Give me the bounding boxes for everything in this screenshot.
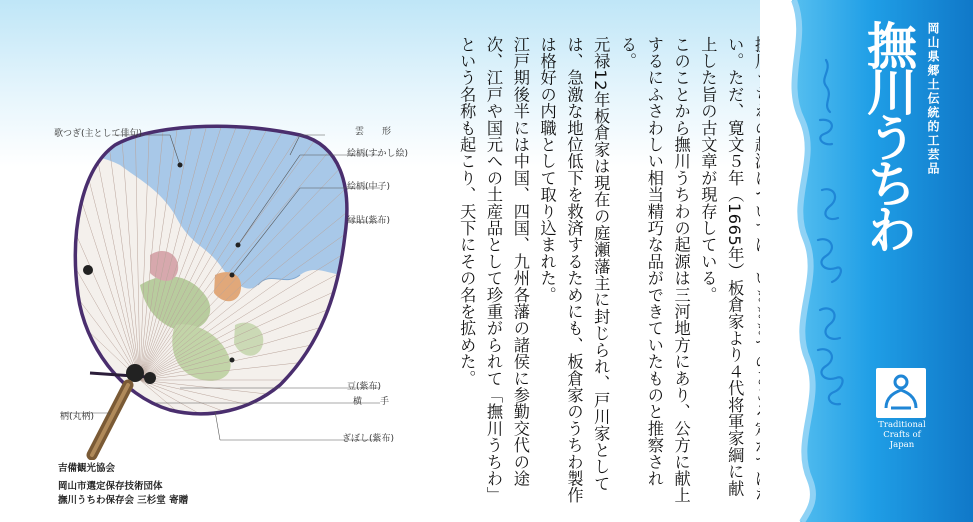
paragraph-edo: 江戸期後半には中国、四国、九州各藩の諸侯に参勤交代の途次、江戸や国元への土産品として珍重がられて「撫川うちわ」という名称も起こり、天下にその名を拡めた。 xyxy=(457,36,530,504)
credits xyxy=(58,462,188,508)
fan-label-yokote: 横 手 xyxy=(353,397,390,407)
fan-label-mame: 豆(紫布) xyxy=(347,382,382,392)
fan-label-egara-nakago: 絵柄(中子) xyxy=(347,182,391,192)
fan-label-fuchibari: 縁貼(紫布) xyxy=(347,216,391,226)
credit-group: 岡山市選定保存技術団体 xyxy=(58,481,163,492)
fan-label-kumo: 雲 形 xyxy=(355,127,392,137)
subtitle-okayama-craft: 岡山県郷土伝統的工芸品 xyxy=(926,22,940,176)
paragraph-origin: い。ただ、寛文５年（1665年）板倉家より４代将軍家綱に献上した旨の古文章が現存している。 xyxy=(698,36,745,497)
fan-label-e: 柄(丸柄) xyxy=(60,412,95,422)
fan-label-utatsugi: 歌つぎ(主として俳句) xyxy=(54,129,143,139)
title-nagase-uchiwa: 撫川うちわ xyxy=(859,20,918,250)
credit-donor: 撫川うちわ保存会 三杉堂 寄贈 xyxy=(58,495,189,506)
english-caption: Traditional Crafts of Japan xyxy=(878,420,926,450)
paragraph-genroku: 元禄12年板倉家は現在の庭瀬藩主に封じられ、戸川家としては、急激な地位低下を救済するためにも、板倉家のうちわ製作は格好の内職として取り込まれた。 xyxy=(537,36,611,504)
paragraph-mikawa: このことから撫川うちわの起源は三河地方にあり、公方に献上するにふさわしい相当精巧な品ができていたものと推察される。 xyxy=(618,36,691,504)
traditional-crafts-logo-icon xyxy=(876,368,926,418)
history-text xyxy=(412,36,774,506)
credit-org: 吉備観光協会 xyxy=(58,463,116,474)
fan-label-egara-sukashi: 絵柄(すかし絵) xyxy=(347,149,409,159)
fan-label-giboshi: ぎぼし(紫布) xyxy=(342,434,395,444)
